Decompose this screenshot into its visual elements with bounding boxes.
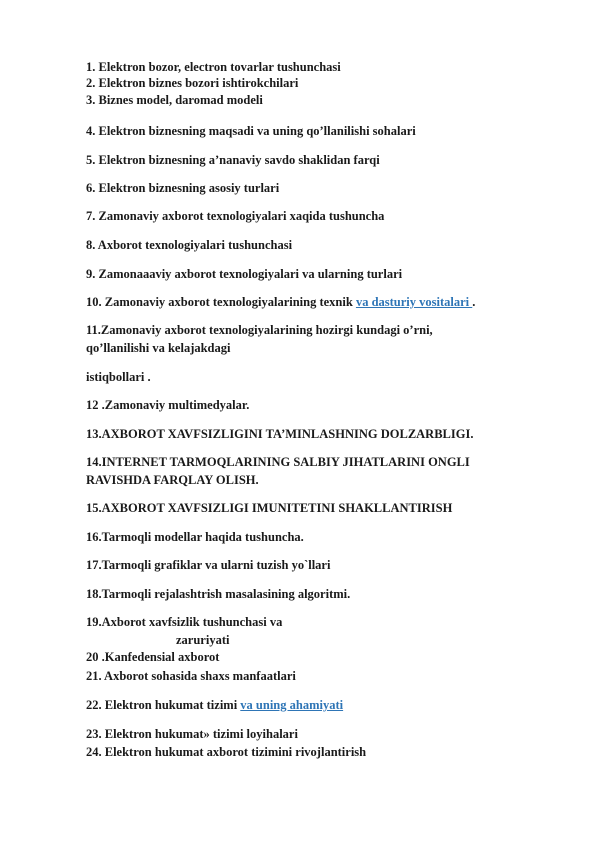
list-item: 11.Zamonaviy axborot texnologiyalarining hozirgi kundagi o’rni, <box>86 323 433 337</box>
list-item: 19.Axborot xavfsizlik tushunchasi va <box>86 615 283 629</box>
list-item: 18.Tarmoqli rejalashtrish masalasining algoritmi. <box>86 587 351 601</box>
list-item: 16.Tarmoqli modellar haqida tushuncha. <box>86 530 304 544</box>
list-item: 24. Elektron hukumat axborot tizimini rivojlantirish <box>86 745 367 759</box>
list-item: 15.AXBOROT XAVFSIZLIGI IMUNITETINI SHAKLLANTIRISH <box>86 501 453 515</box>
list-item <box>86 698 343 712</box>
list-item: qo’llanilishi va kelajakdagi <box>86 341 231 355</box>
list-item: 1. Elektron bozor, electron tovarlar tushunchasi <box>86 60 341 74</box>
list-item: 23. Elektron hukumat» tizimi loyihalari <box>86 727 298 741</box>
list-item: 17.Tarmoqli grafiklar va ularni tuzish yo`llari <box>86 558 331 572</box>
list-item: 2. Elektron biznes bozori ishtirokchilari <box>86 76 299 90</box>
list-item: 12 .Zamonaviy multimedyalar. <box>86 398 250 412</box>
list-item-suffix: . <box>472 295 476 309</box>
list-item: 14.INTERNET TARMOQLARINING SALBIY JIHATLARINI ONGLI <box>86 455 470 469</box>
list-item: 4. Elektron biznesning maqsadi va uning qo’llanilishi sohalari <box>86 124 416 138</box>
list-item: 8. Axborot texnologiyalari tushunchasi <box>86 238 293 252</box>
list-item: 7. Zamonaviy axborot texnologiyalari xaqida tushuncha <box>86 209 385 223</box>
list-item: zaruriyati <box>176 633 230 647</box>
list-item-text: 22. Elektron hukumat tizimi <box>86 698 241 712</box>
link-tools[interactable]: va dasturiy vositalari <box>355 295 473 309</box>
list-item-text: 10. Zamonaviy axborot texnologiyalarining texnik <box>86 295 356 309</box>
list-item: 3. Biznes model, daromad modeli <box>86 93 263 107</box>
list-item: 21. Axborot sohasida shaxs manfaatlari <box>86 669 296 683</box>
link-importance[interactable]: va uning ahamiyati <box>240 698 344 712</box>
list-item: 6. Elektron biznesning asosiy turlari <box>86 181 280 195</box>
list-item: istiqbollari . <box>86 370 151 384</box>
list-item: RAVISHDA FARQLAY OLISH. <box>86 473 259 487</box>
list-item: 5. Elektron biznesning a’nanaviy savdo shaklidan farqi <box>86 153 380 167</box>
list-item: 9. Zamonaaaviy axborot texnologiyalari va ularning turlari <box>86 267 403 281</box>
list-item: 20 .Kanfedensial axborot <box>86 650 220 664</box>
list-item: 13.AXBOROT XAVFSIZLIGINI TA’MINLASHNING DOLZARBLIGI. <box>86 427 474 441</box>
list-item <box>86 295 475 309</box>
